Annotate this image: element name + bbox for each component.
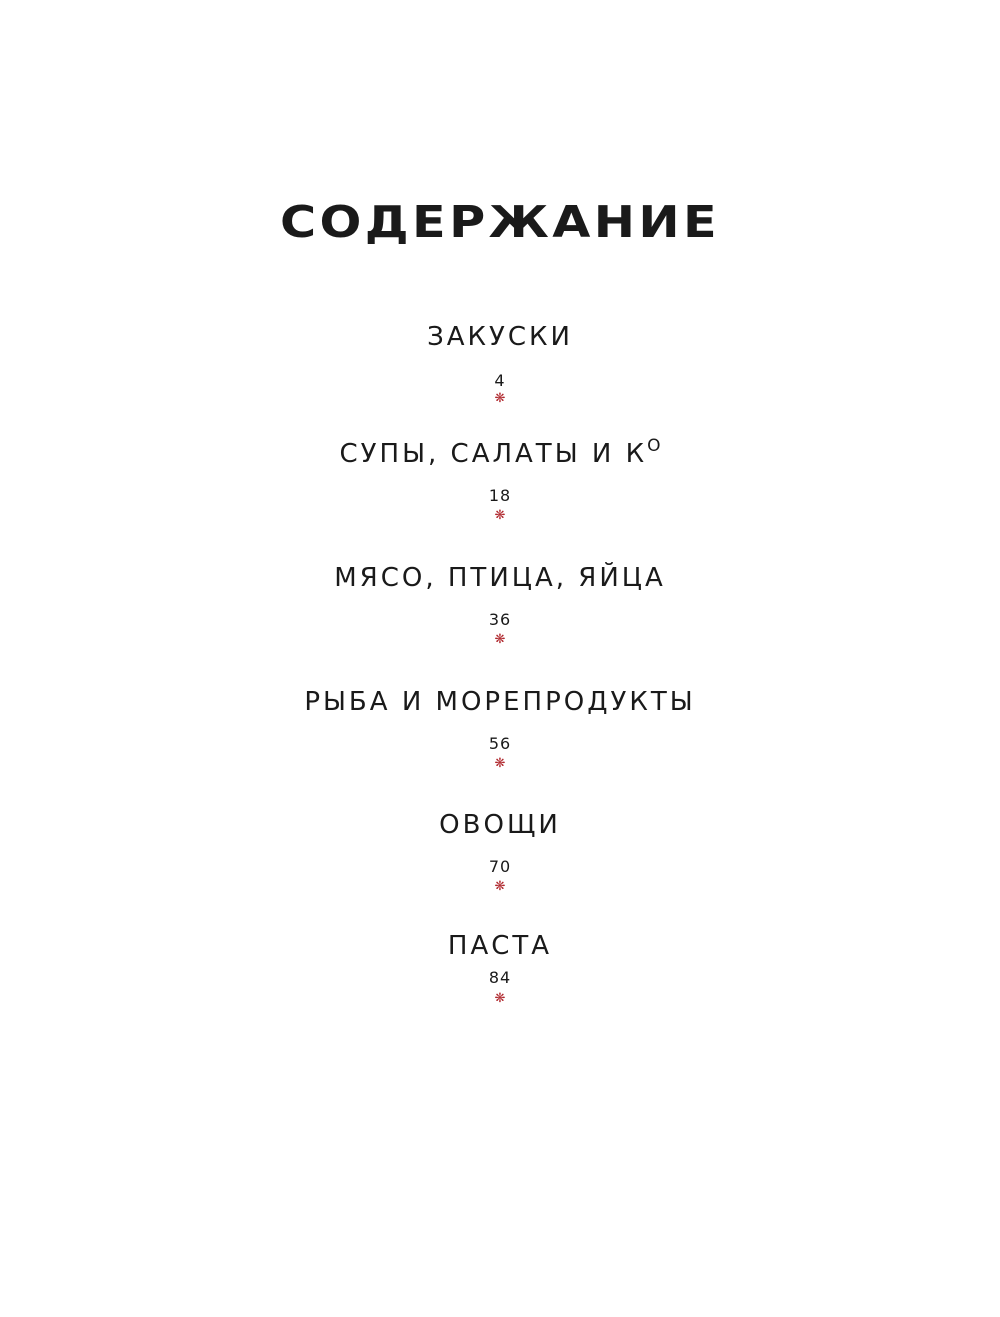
toc-entry[interactable] <box>0 808 1000 895</box>
section-title: МЯСО, ПТИЦА, ЯЙЦА <box>334 563 666 593</box>
separator-icon: ❋ <box>494 508 506 523</box>
section-title: РЫБА И МОРЕПРОДУКТЫ <box>304 687 696 717</box>
page-number: 84 <box>488 968 512 987</box>
section-title: ОВОЩИ <box>439 810 561 840</box>
toc-entry[interactable] <box>0 561 1000 648</box>
toc-entry[interactable] <box>0 685 1000 772</box>
section-title <box>0 437 1000 471</box>
section-title-text: СУПЫ, САЛАТЫ И К <box>339 439 648 469</box>
separator-icon: ❋ <box>494 632 506 647</box>
page-number: 70 <box>488 857 512 876</box>
toc-entry[interactable] <box>0 929 1000 1007</box>
section-title: ПАСТА <box>447 931 553 961</box>
section-title-superscript: О <box>647 436 661 456</box>
page-number: 56 <box>488 734 512 753</box>
separator-icon: ❋ <box>494 991 506 1006</box>
page-number: 36 <box>488 610 512 629</box>
toc-entry[interactable] <box>0 437 1000 524</box>
page-title: СОДЕРЖАНИЕ <box>280 197 720 248</box>
section-title: ЗАКУСКИ <box>427 322 573 352</box>
separator-icon: ❋ <box>494 391 506 406</box>
page-number: 18 <box>488 486 512 505</box>
separator-icon: ❋ <box>494 756 506 771</box>
toc-entry[interactable] <box>0 320 1000 407</box>
separator-icon: ❋ <box>494 879 506 894</box>
page-number: 4 <box>494 371 506 390</box>
